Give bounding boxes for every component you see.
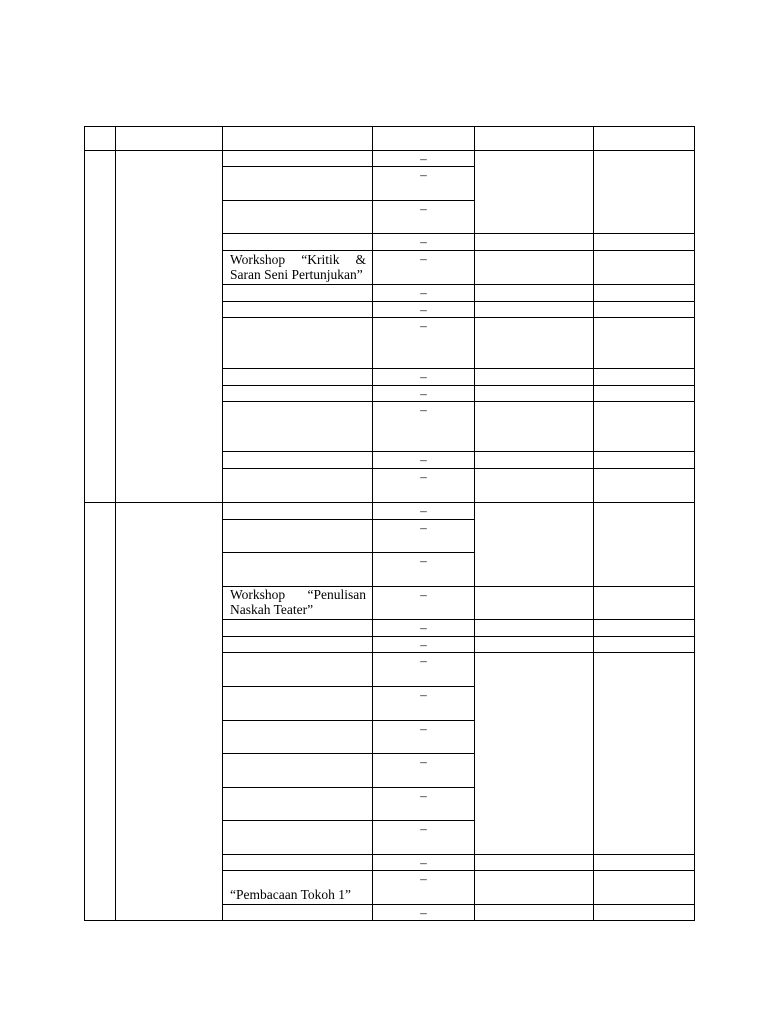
row-mark: –	[420, 855, 427, 870]
table-border-bottom	[84, 920, 695, 921]
row-divider	[222, 519, 474, 520]
row-mark: –	[420, 721, 427, 736]
row-mark: –	[420, 369, 427, 384]
row-divider	[222, 753, 474, 754]
row-mark: –	[420, 620, 427, 635]
row-mark: –	[420, 687, 427, 702]
row-mark: –	[420, 469, 427, 484]
row-divider	[222, 451, 695, 452]
row-divider	[222, 317, 695, 318]
row-divider	[222, 233, 695, 234]
row-mark: –	[420, 503, 427, 518]
row-divider	[222, 686, 474, 687]
row-mark: –	[420, 402, 427, 417]
row-mark: –	[420, 871, 427, 886]
activity-text: Workshop “Kritik &	[230, 252, 366, 267]
row-mark: –	[420, 754, 427, 769]
row-divider	[222, 385, 695, 386]
row-divider	[222, 870, 695, 871]
row-mark: –	[420, 386, 427, 401]
row-divider	[222, 854, 695, 855]
row-mark: –	[420, 167, 427, 182]
row-divider	[222, 301, 695, 302]
column-divider	[222, 126, 223, 921]
row-mark: –	[420, 201, 427, 216]
table-border-left	[84, 126, 85, 921]
row-divider	[222, 166, 474, 167]
row-mark: –	[420, 302, 427, 317]
row-divider	[222, 636, 695, 637]
row-mark: –	[420, 452, 427, 467]
row-divider	[222, 284, 695, 285]
row-mark: –	[420, 318, 427, 333]
activity-text: “Pembacaan Tokoh 1”	[230, 887, 352, 902]
column-divider	[115, 126, 116, 921]
activity-text: Saran Seni Pertunjukan”	[230, 267, 363, 282]
row-mark: –	[420, 821, 427, 836]
row-divider	[222, 619, 695, 620]
row-divider	[222, 787, 474, 788]
row-divider	[222, 820, 474, 821]
row-mark: –	[420, 520, 427, 535]
row-divider	[222, 368, 695, 369]
row-mark: –	[420, 587, 427, 602]
row-mark: –	[420, 251, 427, 266]
row-divider	[222, 401, 695, 402]
row-divider	[222, 468, 695, 469]
row-divider	[222, 552, 474, 553]
row-mark: –	[420, 553, 427, 568]
row-mark: –	[420, 234, 427, 249]
row-mark: –	[420, 653, 427, 668]
row-divider	[222, 904, 695, 905]
header-row-divider	[84, 150, 695, 151]
activity-text: Naskah Teater”	[230, 602, 314, 617]
row-divider	[222, 720, 474, 721]
row-divider	[222, 652, 695, 653]
table-border-right	[694, 126, 695, 921]
row-divider	[222, 200, 474, 201]
column-divider	[593, 126, 594, 921]
row-divider	[222, 250, 695, 251]
row-mark: –	[420, 637, 427, 652]
table-border-top	[84, 126, 695, 127]
section-divider	[84, 502, 695, 503]
row-mark: –	[420, 905, 427, 920]
activity-text: Workshop “Penulisan	[230, 587, 366, 602]
schedule-table	[84, 126, 695, 921]
row-mark: –	[420, 788, 427, 803]
row-mark: –	[420, 151, 427, 166]
row-mark: –	[420, 285, 427, 300]
